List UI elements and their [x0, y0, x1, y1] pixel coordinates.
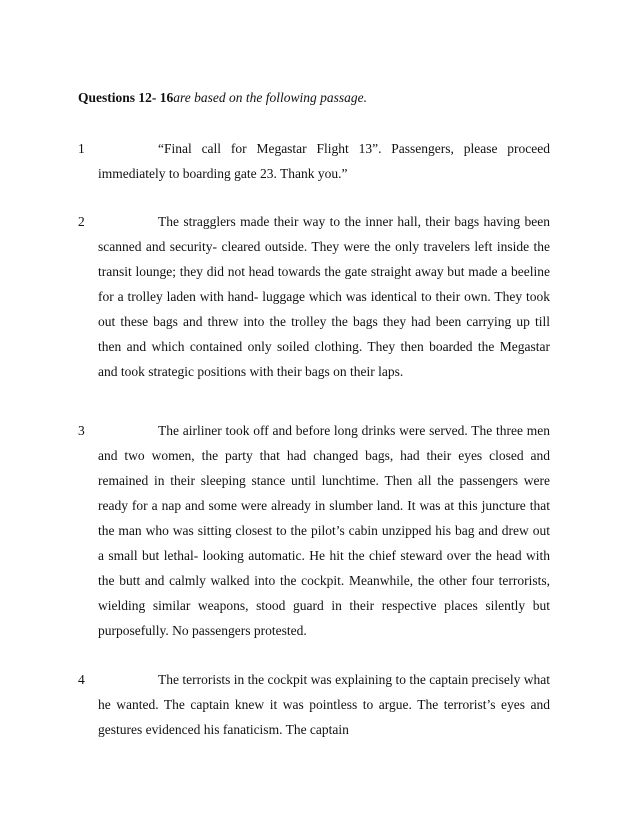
paragraph-text: “Final call for Megastar Flight 13”. Passengers, please proceed immediately to boarding gate 23. Thank you.”	[98, 141, 550, 181]
paragraph-number: 4	[78, 672, 85, 687]
paragraph-1	[78, 136, 550, 186]
paragraph-2	[78, 209, 550, 384]
paragraph-3	[78, 418, 550, 643]
paragraph-number: 3	[78, 423, 85, 438]
heading-question-range: Questions 12- 16	[78, 90, 174, 105]
paragraph-number: 1	[78, 141, 85, 156]
paragraph-text: The stragglers made their way to the inner hall, their bags having been scanned and security- cleared outside. They were the only travelers left inside the transit lounge; they did not head towards the gate straight away but made a beeline for a trolley laden with hand- luggage which was identical to their own. They took out these bags and threw into the trolley the bags they had been carrying up till then and which contained only soiled clothing. They then boarded the Megastar and took strategic positions with their bags on their laps.	[98, 214, 550, 379]
paragraph-text: The airliner took off and before long drinks were served. The three men and two women, the party that had changed bags, had their eyes closed and remained in their sleeping stance until lunchtime. Then all the passengers were ready for a nap and some were already in slumber land. It was at this juncture that the man who was sitting closest to the pilot’s cabin unzipped his bag and drew out a small but lethal- looking automatic. He hit the chief steward over the head with the butt and calmly walked into the cockpit. Meanwhile, the other four terrorists, wielding similar weapons, stood guard in their respective places silently but purposefully. No passengers protested.	[98, 423, 550, 638]
passage-heading	[78, 89, 367, 107]
paragraph-text: The terrorists in the cockpit was explaining to the captain precisely what he wanted. The captain knew it was pointless to argue. The terrorist’s eyes and gestures evidenced his fanaticism. The captain	[98, 672, 550, 737]
paragraph-number: 2	[78, 214, 85, 229]
heading-instruction: are based on the following passage.	[173, 90, 368, 105]
paragraph-4	[78, 667, 550, 742]
